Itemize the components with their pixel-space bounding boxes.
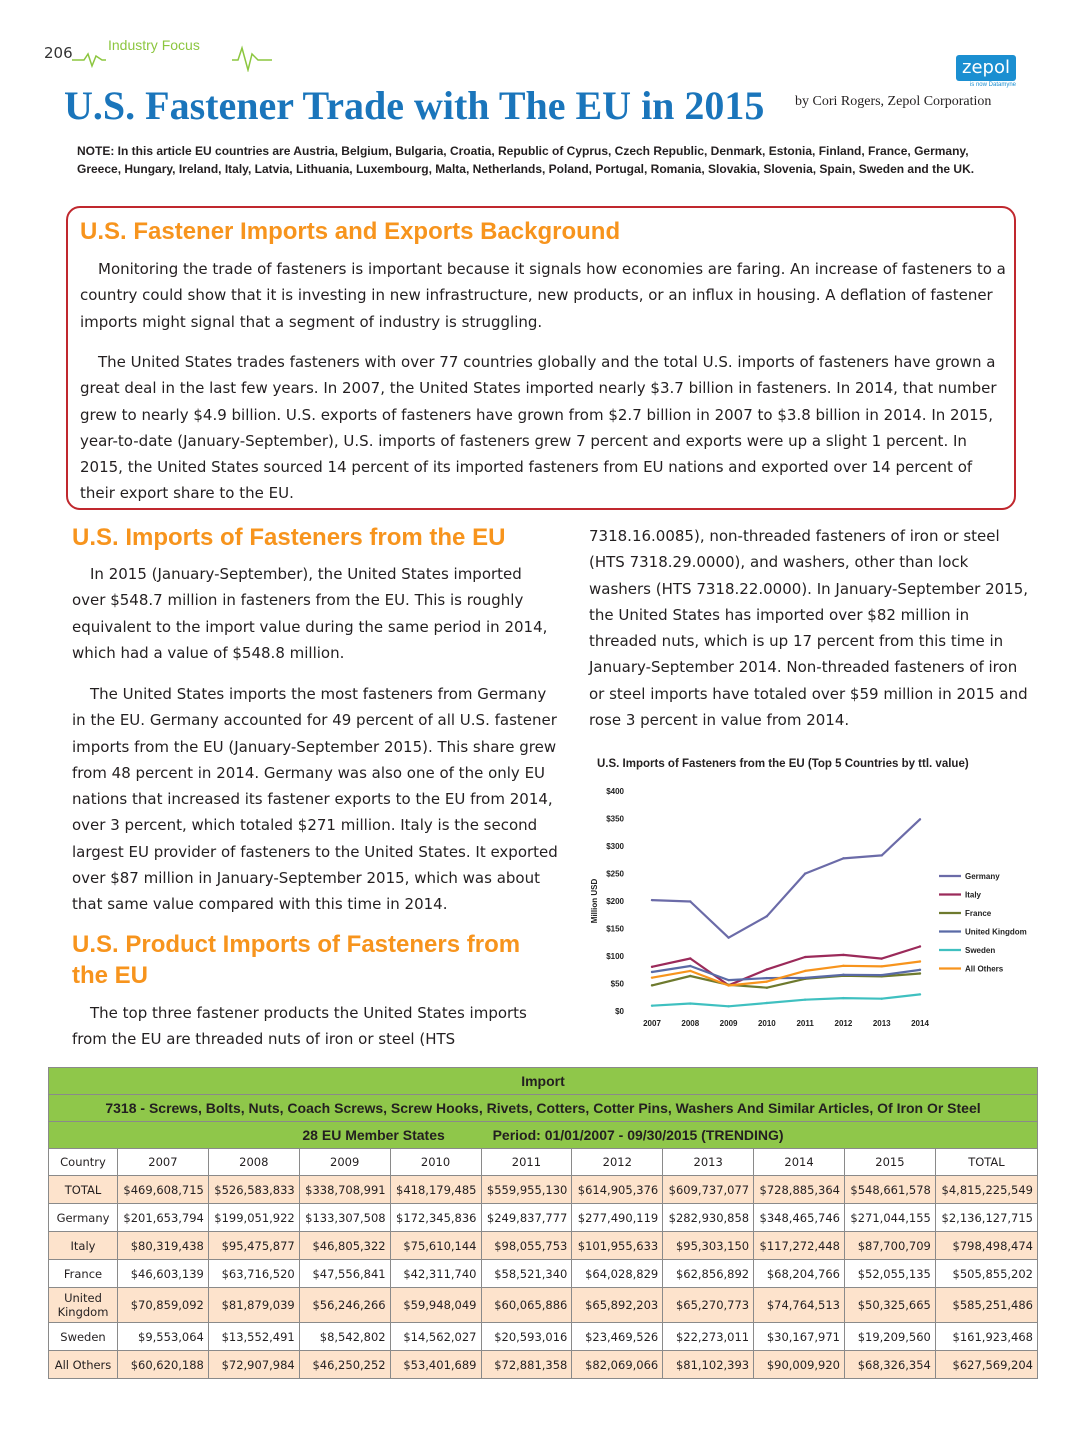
series-line-germany bbox=[652, 819, 920, 937]
data-point bbox=[651, 899, 653, 901]
table-header-cell: 2009 bbox=[299, 1149, 390, 1176]
data-point bbox=[804, 956, 806, 958]
value-cell: $62,856,892 bbox=[663, 1260, 754, 1288]
data-point bbox=[689, 970, 691, 972]
page-number: 206 bbox=[44, 44, 73, 62]
value-cell: $68,204,766 bbox=[754, 1260, 845, 1288]
value-cell: $74,764,513 bbox=[754, 1288, 845, 1323]
value-cell: $60,065,886 bbox=[481, 1288, 572, 1323]
value-cell: $52,055,135 bbox=[845, 1260, 936, 1288]
data-point bbox=[919, 993, 921, 995]
value-cell: $53,401,689 bbox=[390, 1351, 481, 1379]
value-cell: $2,136,127,715 bbox=[935, 1204, 1037, 1232]
background-paragraph-1: Monitoring the trade of fasteners is important because it signals how economies are faring. An increase of fasteners to a country could show that it is investing in new infrastructure, new products, or an influx in housing. A deflation of fastener imports might signal that a segment of industry is struggling. bbox=[80, 260, 1006, 331]
value-cell: $82,069,066 bbox=[572, 1351, 663, 1379]
data-point bbox=[689, 965, 691, 967]
chart-title: U.S. Imports of Fasteners from the EU (Top 5 Countries by ttl. value) bbox=[597, 758, 969, 770]
data-point bbox=[651, 966, 653, 968]
data-point bbox=[651, 971, 653, 973]
data-point bbox=[766, 1002, 768, 1004]
value-cell: $70,859,092 bbox=[118, 1288, 209, 1323]
value-cell: $30,167,971 bbox=[754, 1323, 845, 1351]
data-point bbox=[842, 974, 844, 976]
value-cell: $271,044,155 bbox=[845, 1204, 936, 1232]
value-cell: $282,930,858 bbox=[663, 1204, 754, 1232]
table-header-cell: 2010 bbox=[390, 1149, 481, 1176]
value-cell: $133,307,508 bbox=[299, 1204, 390, 1232]
legend-label: United Kingdom bbox=[965, 927, 1027, 937]
value-cell: $23,469,526 bbox=[572, 1323, 663, 1351]
x-tick-label: 2009 bbox=[719, 1019, 738, 1028]
value-cell: $609,737,077 bbox=[663, 1176, 754, 1204]
article-title: U.S. Fastener Trade with The EU in 2015 bbox=[64, 83, 765, 128]
value-cell: $338,708,991 bbox=[299, 1176, 390, 1204]
table-row bbox=[49, 1260, 1038, 1288]
data-point bbox=[919, 969, 921, 971]
data-point bbox=[804, 872, 806, 874]
table-band-period bbox=[49, 1122, 1038, 1149]
y-tick-label: $250 bbox=[606, 869, 624, 879]
byline: by Cori Rogers, Zepol Corporation bbox=[795, 94, 992, 109]
value-cell: $56,246,266 bbox=[299, 1288, 390, 1323]
value-cell: $87,700,709 bbox=[845, 1232, 936, 1260]
value-cell: $20,593,016 bbox=[481, 1323, 572, 1351]
country-cell: TOTAL bbox=[49, 1176, 118, 1204]
background-paragraph-2: The United States trades fasteners with over 77 countries globally and the total U.S. imports of fasteners have grown a great deal in the last few years. In 2007, the United States imported nearly $3.7 billion in fasteners. In 2014, that number grew to nearly $4.9 billion. U.S. exports of fasteners have grown from $2.7 billion in 2007 to $3.8 billion in 2014. In 2015, year-to-date (January-September), U.S. imports of fasteners grew 7 percent and exports were up a slight 1 percent. In 2015, the United States sourced 14 percent of its imported fasteners from EU nations and exported over 14 percent of their export share to the EU. bbox=[80, 353, 997, 503]
table-row bbox=[49, 1351, 1038, 1379]
value-cell: $64,028,829 bbox=[572, 1260, 663, 1288]
value-cell: $59,948,049 bbox=[390, 1288, 481, 1323]
data-point bbox=[766, 980, 768, 982]
logo-text: zepol bbox=[956, 55, 1016, 81]
value-cell: $161,923,468 bbox=[935, 1323, 1037, 1351]
imports-heading: U.S. Imports of Fasteners from the EU bbox=[72, 524, 506, 551]
value-cell: $50,325,665 bbox=[845, 1288, 936, 1323]
value-cell: $95,475,877 bbox=[208, 1232, 299, 1260]
table-period: Period: 01/01/2007 - 09/30/2015 (TRENDING) bbox=[492, 1127, 784, 1143]
value-cell: $627,569,204 bbox=[935, 1351, 1037, 1379]
data-point bbox=[881, 965, 883, 967]
country-cell: United Kingdom bbox=[49, 1288, 118, 1323]
value-cell: $72,881,358 bbox=[481, 1351, 572, 1379]
data-point bbox=[842, 857, 844, 859]
value-cell: $63,716,520 bbox=[208, 1260, 299, 1288]
value-cell: $58,521,340 bbox=[481, 1260, 572, 1288]
series-line-united-kingdom bbox=[652, 966, 920, 980]
table-header-cell: 2011 bbox=[481, 1149, 572, 1176]
x-tick-label: 2014 bbox=[911, 1019, 929, 1028]
data-point bbox=[804, 977, 806, 979]
data-point bbox=[881, 974, 883, 976]
value-cell: $199,051,922 bbox=[208, 1204, 299, 1232]
value-cell: $101,955,633 bbox=[572, 1232, 663, 1260]
data-point bbox=[727, 936, 729, 938]
legend-label: France bbox=[965, 909, 992, 918]
value-cell: $75,610,144 bbox=[390, 1232, 481, 1260]
value-cell: $418,179,485 bbox=[390, 1176, 481, 1204]
country-cell: Italy bbox=[49, 1232, 118, 1260]
products-heading: U.S. Product Imports of Fasteners from the EU bbox=[72, 931, 521, 989]
legend-label: Germany bbox=[965, 872, 1000, 881]
y-tick-label: $150 bbox=[606, 924, 624, 934]
y-tick-label: $400 bbox=[606, 787, 624, 796]
background-heading: U.S. Fastener Imports and Exports Background bbox=[80, 218, 621, 245]
value-cell: $559,955,130 bbox=[481, 1176, 572, 1204]
data-point bbox=[919, 818, 921, 820]
data-point bbox=[727, 984, 729, 986]
value-cell: $172,345,836 bbox=[390, 1204, 481, 1232]
table-header-cell: 2014 bbox=[754, 1149, 845, 1176]
table-header-cell: 2013 bbox=[663, 1149, 754, 1176]
logo-subtext: is now Datamyne bbox=[969, 82, 1016, 88]
data-point bbox=[689, 975, 691, 977]
eu-countries-note: NOTE: In this article EU countries are Austria, Belgium, Bulgaria, Croatia, Republic of Cyprus, Czech Republic, Denmark, Estonia, Finland, France, Germany, Greece, Hungary, Ireland, Italy, Latvia, Lithuania, Luxembourg, Malta, Netherlands, Poland, Portugal, Romania, Slovakia, Slovenia, Spain, Sweden and the UK. bbox=[77, 144, 975, 176]
data-point bbox=[842, 965, 844, 967]
x-tick-label: 2010 bbox=[757, 1019, 776, 1028]
data-point bbox=[804, 970, 806, 972]
value-cell: $348,465,746 bbox=[754, 1204, 845, 1232]
x-tick-label: 2012 bbox=[834, 1019, 853, 1028]
table-row bbox=[49, 1288, 1038, 1323]
data-point bbox=[842, 997, 844, 999]
data-point bbox=[766, 915, 768, 917]
data-point bbox=[881, 854, 883, 856]
data-point bbox=[766, 968, 768, 970]
data-point bbox=[727, 979, 729, 981]
country-cell: All Others bbox=[49, 1351, 118, 1379]
y-tick-label: $350 bbox=[606, 814, 624, 824]
value-cell: $526,583,833 bbox=[208, 1176, 299, 1204]
data-point bbox=[919, 960, 921, 962]
data-point bbox=[689, 1002, 691, 1004]
table-header-cell: TOTAL bbox=[935, 1149, 1037, 1176]
data-point bbox=[881, 957, 883, 959]
value-cell: $798,498,474 bbox=[935, 1232, 1037, 1260]
value-cell: $65,892,203 bbox=[572, 1288, 663, 1323]
imports-line-chart bbox=[587, 778, 1047, 1038]
section-label: Industry Focus bbox=[108, 37, 200, 53]
table-row bbox=[49, 1176, 1038, 1204]
country-cell: France bbox=[49, 1260, 118, 1288]
value-cell: $72,907,984 bbox=[208, 1351, 299, 1379]
data-point bbox=[804, 998, 806, 1000]
country-cell: Sweden bbox=[49, 1323, 118, 1351]
value-cell: $4,815,225,549 bbox=[935, 1176, 1037, 1204]
value-cell: $47,556,841 bbox=[299, 1260, 390, 1288]
value-cell: $22,273,011 bbox=[663, 1323, 754, 1351]
table-header-cell: 2015 bbox=[845, 1149, 936, 1176]
value-cell: $81,879,039 bbox=[208, 1288, 299, 1323]
y-tick-label: $300 bbox=[606, 842, 624, 851]
data-point bbox=[651, 1005, 653, 1007]
data-point bbox=[651, 976, 653, 978]
table-header-cell: Country bbox=[49, 1149, 118, 1176]
value-cell: $90,009,920 bbox=[754, 1351, 845, 1379]
y-tick-label: $100 bbox=[606, 952, 624, 961]
table-header-cell: 2007 bbox=[118, 1149, 209, 1176]
value-cell: $728,885,364 bbox=[754, 1176, 845, 1204]
table-header-row bbox=[49, 1149, 1038, 1176]
data-point bbox=[842, 954, 844, 956]
value-cell: $469,608,715 bbox=[118, 1176, 209, 1204]
table-row bbox=[49, 1232, 1038, 1260]
value-cell: $98,055,753 bbox=[481, 1232, 572, 1260]
table-row bbox=[49, 1323, 1038, 1351]
value-cell: $46,603,139 bbox=[118, 1260, 209, 1288]
data-point bbox=[689, 900, 691, 902]
imports-paragraph-2: The United States imports the most fasteners from Germany in the EU. Germany accounted for 49 percent of all U.S. fastener imports from the EU (January-September 2015). This share grew from 48 percent in 2014. Germany was also one of the only EU nations that increased its fastener exports to the EU from 2014, over 3 percent, which totaled $271 million. Italy is the second largest EU provider of fasteners to the United States. It exported over $87 million in January-September 2015, which was about that same value compared with this time in 2014. bbox=[72, 685, 558, 914]
value-cell: $505,855,202 bbox=[935, 1260, 1037, 1288]
value-cell: $13,552,491 bbox=[208, 1323, 299, 1351]
x-tick-label: 2013 bbox=[872, 1019, 891, 1028]
value-cell: $81,102,393 bbox=[663, 1351, 754, 1379]
value-cell: $80,319,438 bbox=[118, 1232, 209, 1260]
products-paragraph-2: 7318.16.0085), non-threaded fasteners of iron or steel (HTS 7318.29.0000), and washers, other than lock washers (HTS 7318.22.0000). In January-September 2015, the United States has imported over $82 million in threaded nuts, which is up 17 percent from this time in January-September 2014. Non-threaded fasteners of iron or steel imports have totaled over $59 million in 2015 and rose 3 percent in value from 2014. bbox=[589, 527, 1029, 730]
data-point bbox=[727, 1005, 729, 1007]
data-point bbox=[766, 977, 768, 979]
data-point bbox=[881, 998, 883, 1000]
series-line-all-others bbox=[652, 962, 920, 986]
y-tick-label: $50 bbox=[610, 979, 624, 989]
legend-label: Italy bbox=[965, 890, 982, 900]
x-tick-label: 2011 bbox=[796, 1019, 814, 1028]
data-point bbox=[919, 972, 921, 974]
value-cell: $8,542,802 bbox=[299, 1323, 390, 1351]
y-axis-label: Million USD bbox=[590, 878, 599, 924]
value-cell: $65,270,773 bbox=[663, 1288, 754, 1323]
value-cell: $201,653,794 bbox=[118, 1204, 209, 1232]
value-cell: $277,490,119 bbox=[572, 1204, 663, 1232]
table-region: 28 EU Member States bbox=[302, 1127, 445, 1143]
value-cell: $46,805,322 bbox=[299, 1232, 390, 1260]
legend-label: Sweden bbox=[965, 946, 996, 955]
import-data-table bbox=[48, 1067, 1038, 1379]
table-header-cell: 2008 bbox=[208, 1149, 299, 1176]
value-cell: $548,661,578 bbox=[845, 1176, 936, 1204]
zepol-logo bbox=[956, 55, 1016, 91]
table-row bbox=[49, 1204, 1038, 1232]
value-cell: $614,905,376 bbox=[572, 1176, 663, 1204]
data-point bbox=[766, 987, 768, 989]
value-cell: $9,553,064 bbox=[118, 1323, 209, 1351]
data-point bbox=[919, 945, 921, 947]
value-cell: $46,250,252 bbox=[299, 1351, 390, 1379]
value-cell: $14,562,027 bbox=[390, 1323, 481, 1351]
legend-label: All Others bbox=[965, 964, 1004, 974]
series-line-sweden bbox=[652, 994, 920, 1006]
value-cell: $60,620,188 bbox=[118, 1351, 209, 1379]
value-cell: $249,837,777 bbox=[481, 1204, 572, 1232]
y-tick-label: $0 bbox=[615, 1007, 624, 1016]
y-tick-label: $200 bbox=[606, 897, 624, 906]
table-band-hts: 7318 - Screws, Bolts, Nuts, Coach Screws, Screw Hooks, Rivets, Cotters, Cotter Pins, Washers And Similar Articles, Of Iron Or Steel bbox=[49, 1095, 1038, 1122]
data-point bbox=[651, 984, 653, 986]
value-cell: $585,251,486 bbox=[935, 1288, 1037, 1323]
data-point bbox=[689, 957, 691, 959]
imports-paragraph-1: In 2015 (January-September), the United States imported over $548.7 million in fasteners from the EU. This is roughly equivalent to the import value during the same period in 2014, which had a value of $548.8 million. bbox=[72, 565, 548, 662]
table-band-import: Import bbox=[49, 1068, 1038, 1095]
value-cell: $117,272,448 bbox=[754, 1232, 845, 1260]
x-tick-label: 2008 bbox=[681, 1019, 700, 1028]
value-cell: $68,326,354 bbox=[845, 1351, 936, 1379]
country-cell: Germany bbox=[49, 1204, 118, 1232]
table-header-cell: 2012 bbox=[572, 1149, 663, 1176]
value-cell: $95,303,150 bbox=[663, 1232, 754, 1260]
value-cell: $42,311,740 bbox=[390, 1260, 481, 1288]
value-cell: $19,209,560 bbox=[845, 1323, 936, 1351]
x-tick-label: 2007 bbox=[643, 1019, 661, 1028]
products-paragraph-1: The top three fastener products the United States imports from the EU are threaded nuts of iron or steel (HTS bbox=[72, 1004, 527, 1049]
